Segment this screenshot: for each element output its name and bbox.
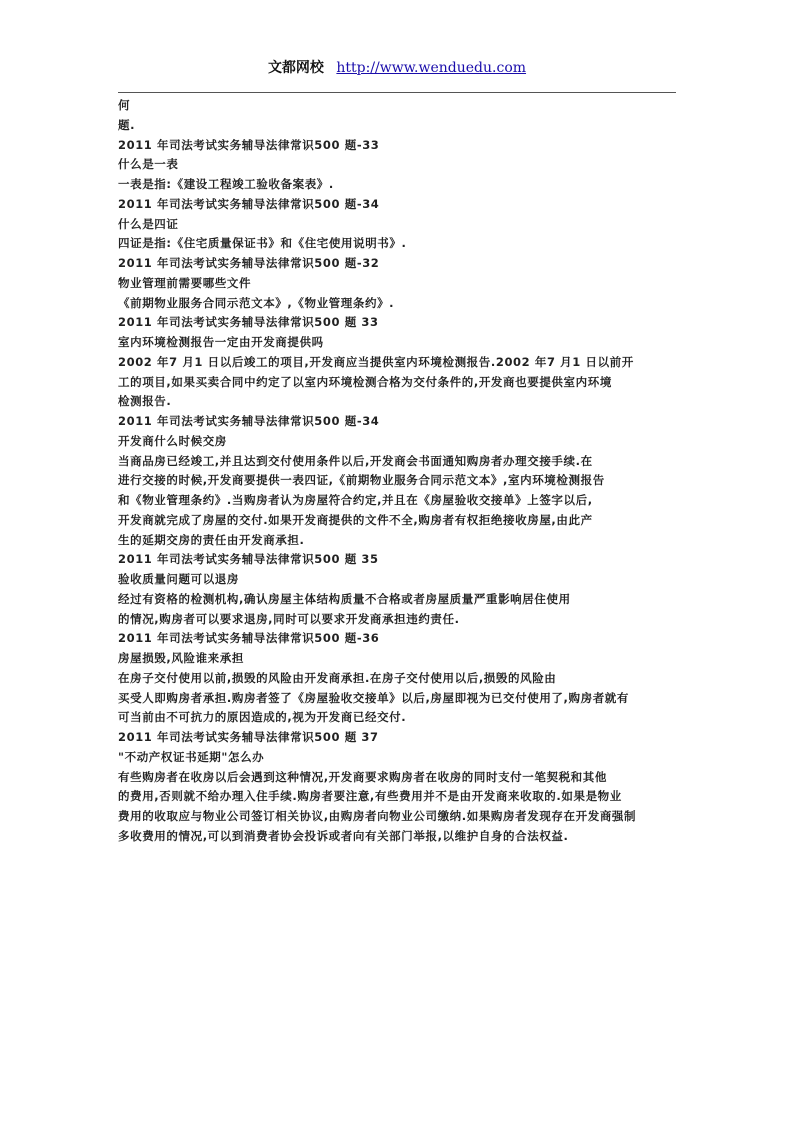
text-line: 有些购房者在收房以后会遇到这种情况,开发商要求购房者在收房的同时支付一笔契税和其他 (118, 769, 607, 784)
text-line: 开发商就完成了房屋的交付.如果开发商提供的文件不全,购房者有权拒绝接收房屋,由此产 (118, 512, 593, 527)
document-body (118, 96, 678, 847)
text-line: 买受人即购房者承担.购房者签了《房屋验收交接单》以后,房屋即视为已交付使用了,购房者就有 (118, 690, 630, 705)
text-line: 费用的收取应与物业公司签订相关协议,由购房者向物业公司缴纳.如果购房者发现存在开发商强制 (118, 809, 637, 823)
text-line: 什么是一表 (118, 157, 179, 172)
text-line: "不动产权证书延期"怎么办 (118, 749, 265, 764)
text-line: 2011 年司法考试实务辅导法律常识500 题-34 (118, 196, 380, 211)
text-line: 2011 年司法考试实务辅导法律常识500 题-36 (118, 631, 380, 646)
text-line: 2011 年司法考试实务辅导法律常识500 题-34 (118, 414, 380, 428)
text-line: 多收费用的情况,可以到消费者协会投诉或者向有关部门举报,以维护自身的合法权益. (118, 828, 569, 843)
text-line: 物业管理前需要哪些文件 (118, 275, 252, 290)
text-line: 2011 年司法考试实务辅导法律常识500 题 33 (118, 315, 379, 330)
text-line: 什么是四证 (118, 216, 179, 231)
text-line: 题. (118, 117, 136, 132)
header-divider (118, 92, 676, 93)
text-line: 可当前由不可抗力的原因造成的,视为开发商已经交付. (118, 710, 407, 725)
text-line: 开发商什么时候交房 (118, 433, 227, 448)
text-line: 检测报告. (118, 394, 172, 409)
text-line: 工的项目,如果买卖合同中约定了以室内环境检测合格为交付条件的,开发商也要提供室内环境 (118, 374, 612, 389)
text-line: 进行交接的时候,开发商要提供一表四证,《前期物业服务合同示范文本》,室内环境检测报告 (118, 473, 605, 488)
text-line: 2011 年司法考试实务辅导法律常识500 题-33 (118, 137, 380, 152)
text-line: 房屋损毁,风险谁来承担 (118, 651, 244, 665)
text-line: 一表是指:《建设工程竣工验收备案表》. (118, 177, 334, 191)
text-line: 四证是指:《住宅质量保证书》和《住宅使用说明书》. (118, 236, 407, 251)
brand-name: 文都网校 (267, 60, 324, 76)
text-line: 2011 年司法考试实务辅导法律常识500 题 37 (118, 730, 379, 744)
website-link[interactable]: http://www.wenduedu.com (336, 60, 527, 76)
text-line: 何 (118, 98, 131, 112)
text-line: 2011 年司法考试实务辅导法律常识500 题-32 (118, 256, 380, 270)
text-line: 的费用,否则就不给办理入住手续.购房者要注意,有些费用并不是由开发商来收取的.如果是物业 (118, 789, 622, 804)
text-line: 生的延期交房的责任由开发商承担. (118, 532, 305, 547)
page-header (0, 58, 794, 78)
text-line: 室内环境检测报告一定由开发商提供吗 (118, 335, 324, 349)
text-line: 当商品房已经竣工,并且达到交付使用条件以后,开发商会书面通知购房者办理交接手续.在 (118, 453, 593, 468)
text-line: 和《物业管理条约》.当购房者认为房屋符合约定,并且在《房屋验收交接单》上签字以后, (118, 493, 593, 507)
text-line: 的情况,购房者可以要求退房,同时可以要求开发商承担违约责任. (118, 611, 460, 626)
text-line: 2011 年司法考试实务辅导法律常识500 题 35 (118, 552, 379, 567)
text-line: 《前期物业服务合同示范文本》,《物业管理条约》. (118, 295, 395, 310)
text-line: 经过有资格的检测机构,确认房屋主体结构质量不合格或者房屋质量严重影响居住使用 (118, 591, 571, 606)
text-line: 2002 年7 月1 日以后竣工的项目,开发商应当提供室内环境检测报告.2002 年7 月1 日以前开 (118, 354, 634, 369)
text-line: 验收质量问题可以退房 (118, 572, 239, 586)
text-line: 在房子交付使用以前,损毁的风险由开发商承担.在房子交付使用以后,损毁的风险由 (118, 670, 557, 685)
